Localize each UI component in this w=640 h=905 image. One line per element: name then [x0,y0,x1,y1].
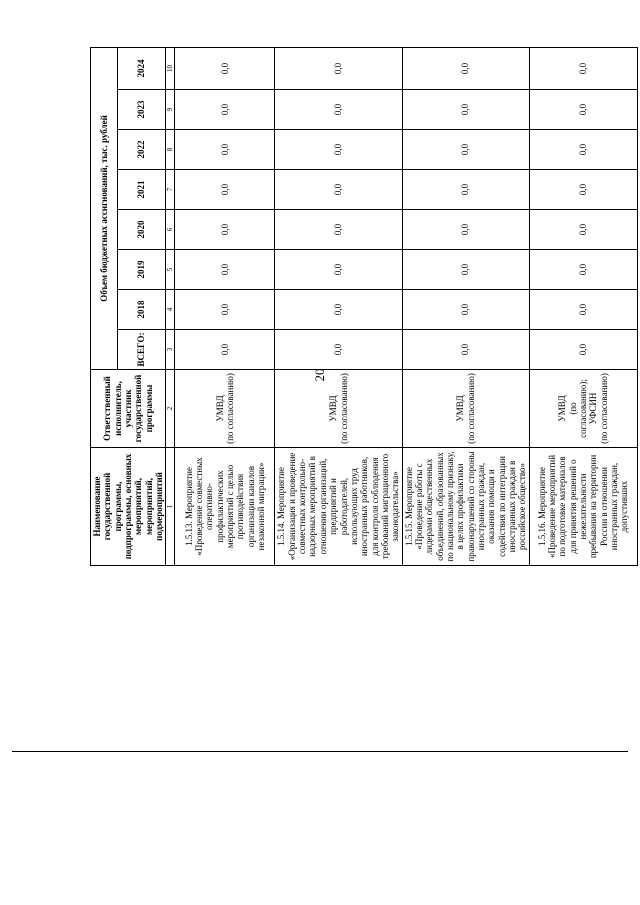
table-row [175,47,275,565]
index-cell: 10 [166,47,175,89]
budget-table [90,47,638,566]
bottom-divider [12,751,628,752]
value-cell: 0,0 [275,170,402,210]
header-year-2023: 2023 [117,90,166,130]
executor-note: (по согласованию) [465,373,476,444]
value-cell: 0,0 [175,250,275,290]
value-cell: 0,0 [175,290,275,330]
value-cell: 0,0 [175,210,275,250]
executor-note: (по согласованию); [567,379,589,438]
executor-label: УМВД [214,395,225,422]
table-row [402,47,529,565]
value-cell: 0,0 [529,330,637,370]
value-cell: 0,0 [402,130,529,170]
budget-table-wrapper [90,48,630,566]
index-cell: 1 [166,448,175,566]
index-row [166,47,175,565]
value-cell: 0,0 [529,290,637,330]
value-cell: 0,0 [402,210,529,250]
index-cell: 4 [166,290,175,330]
value-cell: 0,0 [529,130,637,170]
value-cell: 0,0 [175,170,275,210]
value-cell: 0,0 [402,90,529,130]
executor-extra-label: УФСИН [588,392,599,425]
value-cell: 0,0 [175,90,275,130]
value-cell: 0,0 [529,170,637,210]
value-cell: 0,0 [402,170,529,210]
value-cell: 0,0 [402,330,529,370]
page-number: 20 [312,368,327,382]
row-name: 1.5.15. Мероприятие «Проведение работы с лидерами общественных объединений, образованных по национальному признаку, в целях профилактики правонарушений со стороны иностранных граждан, оказания помощи и содействия по интеграции иностранных граждан в российское общество» [402,448,529,566]
value-cell: 0,0 [529,47,637,89]
row-name: 1.5.13. Мероприятие «Проведение совместных оперативно-профилактических мероприятий с целью противодействия организации каналов незаконной миграции» [175,448,275,566]
header-year-2020: 2020 [117,210,166,250]
value-cell: 0,0 [402,290,529,330]
value-cell: 0,0 [275,290,402,330]
header-name: Наименование государственной программы, подпрограммы, основных мероприятий, мероприятий, подмероприятий [91,448,166,566]
value-cell: 0,0 [275,330,402,370]
row-executor [529,370,637,448]
index-cell: 5 [166,250,175,290]
header-total: ВСЕГО: [117,330,166,370]
row-executor [175,370,275,448]
executor-extra-note: (по согласованию) [598,373,609,444]
value-cell: 0,0 [175,47,275,89]
index-cell: 2 [166,370,175,448]
value-cell: 0,0 [529,250,637,290]
index-cell: 8 [166,130,175,170]
value-cell: 0,0 [402,250,529,290]
header-year-2018: 2018 [117,290,166,330]
value-cell: 0,0 [275,210,402,250]
index-cell: 6 [166,210,175,250]
value-cell: 0,0 [529,210,637,250]
value-cell: 0,0 [402,47,529,89]
value-cell: 0,0 [175,130,275,170]
index-cell: 9 [166,90,175,130]
table-row [529,47,637,565]
executor-label: УМВД [455,395,466,422]
header-year-2024: 2024 [117,47,166,89]
row-executor [275,370,402,448]
index-cell: 3 [166,330,175,370]
row-name: 1.5.14. Мероприятие «Организация и проведение совместных контрольно-надзорных мероприятий в отношении организаций, предприятий и работодателей, использующих труд иностранных работников, для контроля соблюдения требований миграционного законодательства» [275,448,402,566]
value-cell: 0,0 [275,250,402,290]
value-cell: 0,0 [529,90,637,130]
value-cell: 0,0 [275,47,402,89]
row-name: 1.5.16. Мероприятие «Проведение мероприятий по подготовке материалов для принятия решений о нежелательности пребывания на территории России в отношении иностранных граждан, допустивших [529,448,637,566]
header-funding-title: Объем бюджетных ассигнований, тыс. рублей [91,47,118,369]
header-year-2019: 2019 [117,250,166,290]
row-executor [402,370,529,448]
table-row [275,47,402,565]
value-cell: 0,0 [175,330,275,370]
executor-label: УМВД [557,395,568,422]
index-cell: 7 [166,170,175,210]
executor-label: УМВД [328,395,339,422]
executor-note: (по согласованию) [338,373,349,444]
header-year-2021: 2021 [117,170,166,210]
executor-note: (по согласованию) [224,373,235,444]
header-executor: Ответственный исполнитель, участник государственной программы [91,370,166,448]
value-cell: 0,0 [275,130,402,170]
value-cell: 0,0 [275,90,402,130]
budget-table-rotated [90,48,630,566]
header-year-2022: 2022 [117,130,166,170]
